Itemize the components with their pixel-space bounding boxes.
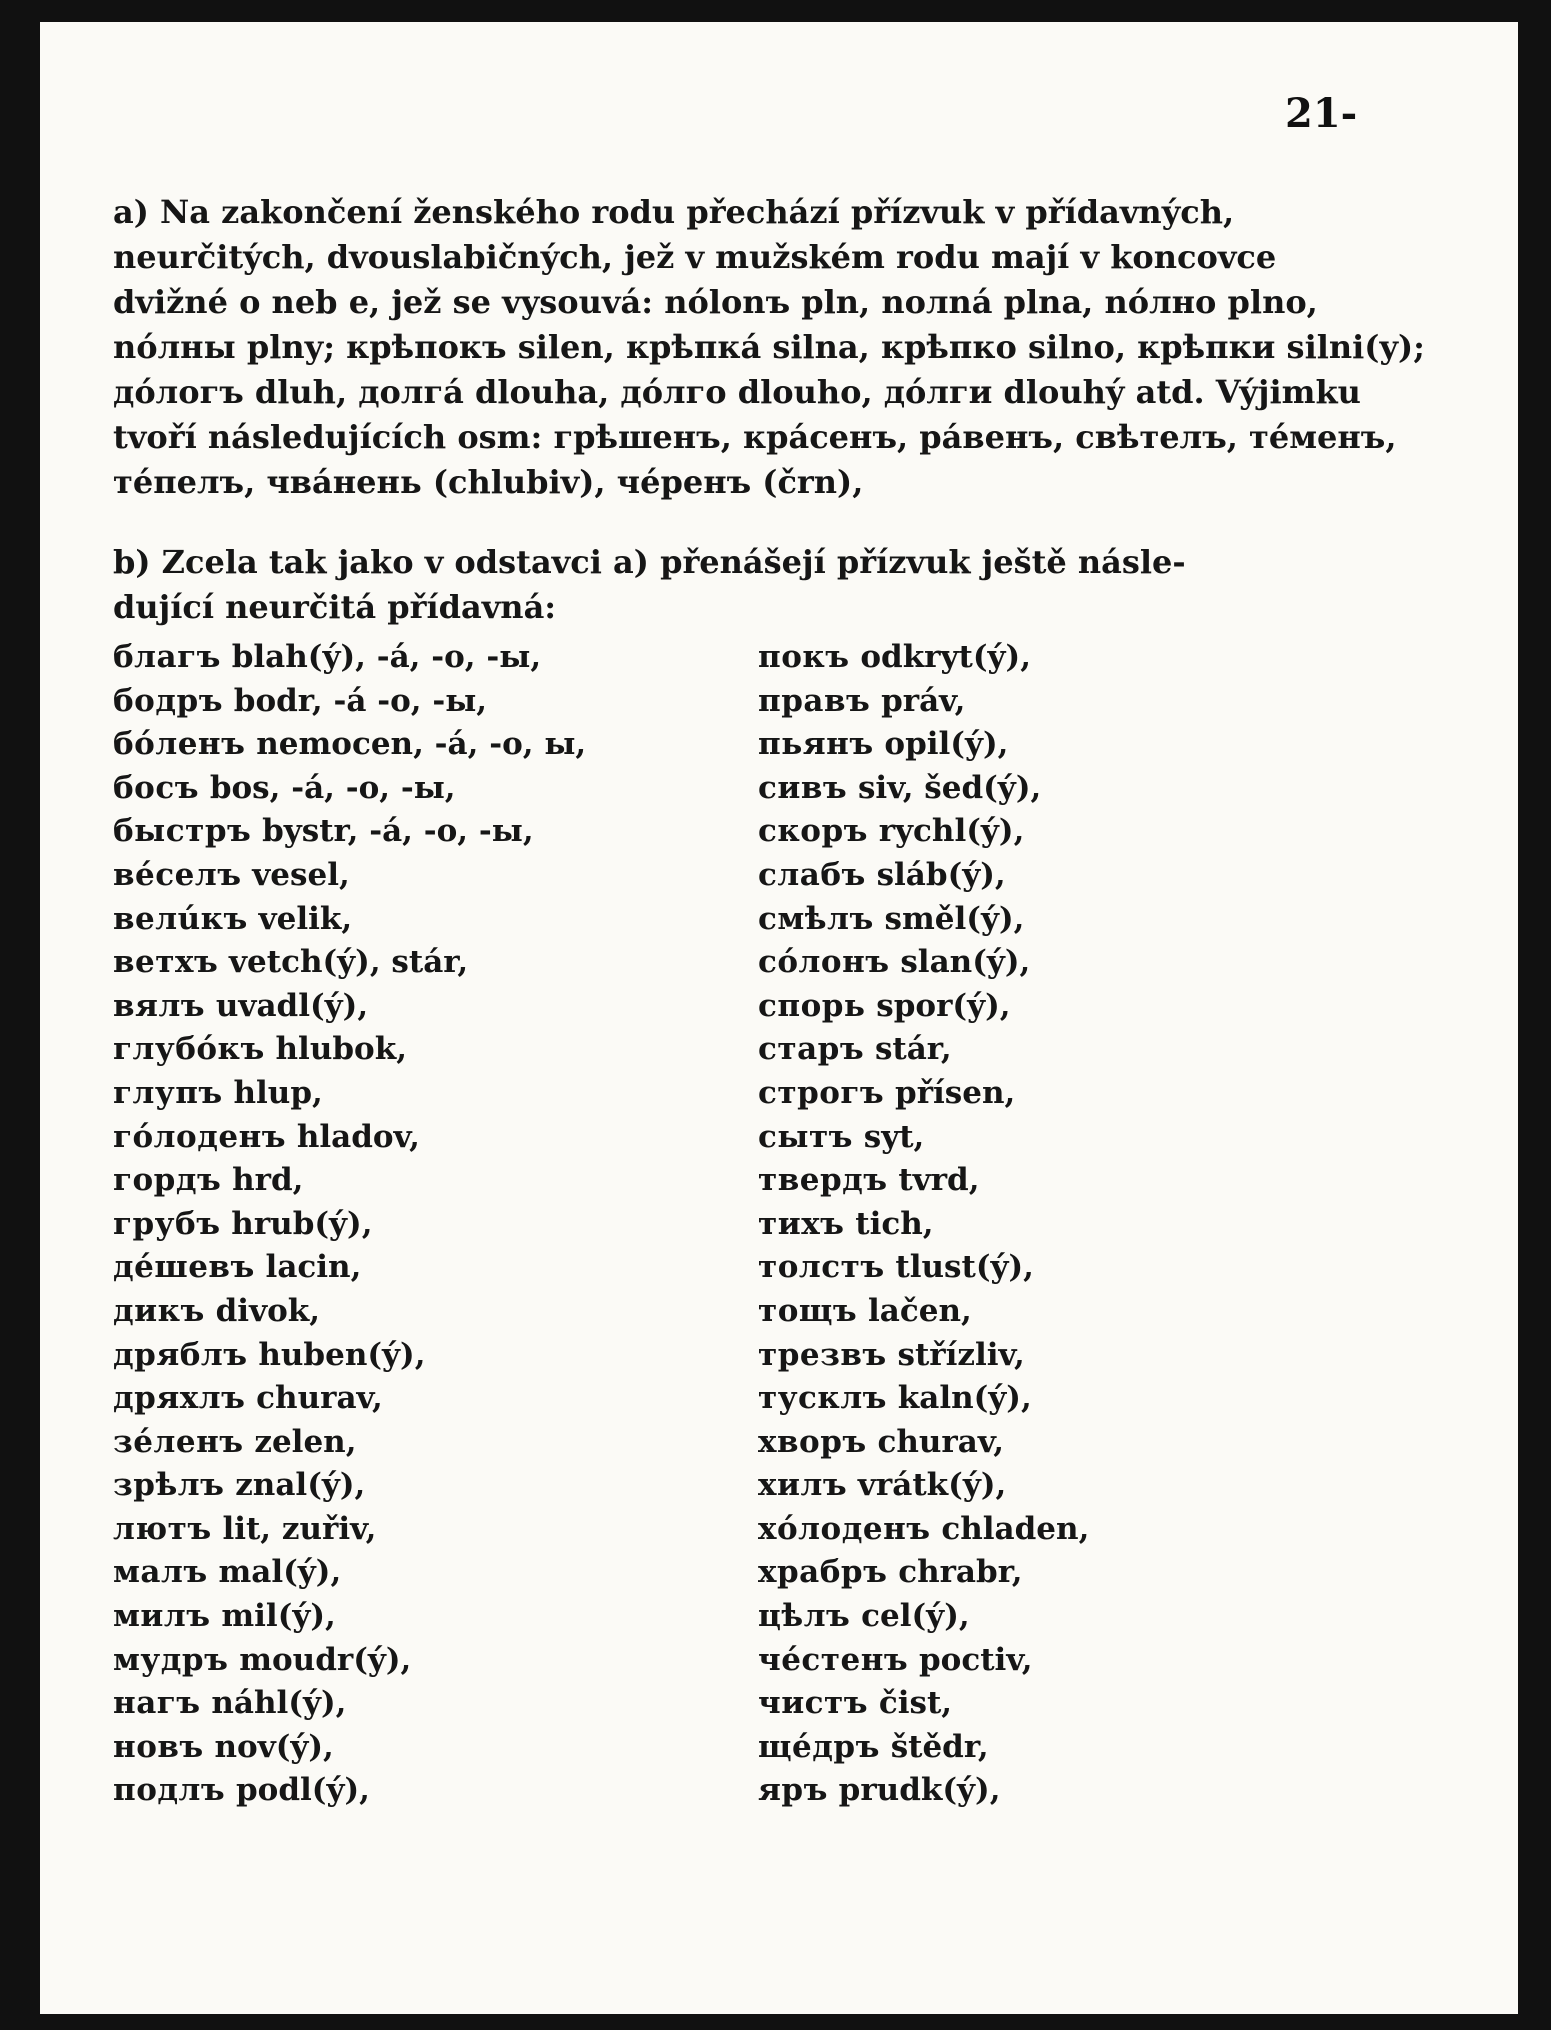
adjective-list-right — [758, 636, 1358, 1813]
russian-word: гордъ — [113, 1162, 222, 1199]
word-entry — [758, 723, 1358, 767]
page-number: 21- — [1285, 90, 1358, 137]
russian-word: чéстенъ — [758, 1641, 909, 1678]
word-entry — [113, 941, 753, 985]
russian-word: покъ — [758, 639, 850, 675]
russian-word: вéселъ — [113, 856, 242, 893]
word-entry — [113, 1682, 753, 1726]
czech-translation: vesel, — [252, 856, 350, 893]
russian-word: сытъ — [758, 1118, 853, 1155]
czech-translation: blah(ý), -á, -o, -ы, — [231, 639, 542, 675]
czech-translation: lacin, — [265, 1249, 362, 1286]
russian-word: строгъ — [758, 1074, 885, 1111]
russian-word: дéшевъ — [113, 1249, 255, 1286]
czech-translation: práv, — [881, 682, 966, 719]
russian-word: дряхлъ — [113, 1380, 246, 1417]
czech-translation: opil(ý), — [884, 726, 1009, 763]
russian-word: тощъ — [758, 1292, 858, 1329]
russian-word: милъ — [113, 1598, 211, 1635]
word-entry — [758, 1464, 1358, 1508]
russian-word: малъ — [113, 1554, 208, 1591]
russian-word: быстръ — [113, 813, 252, 850]
word-entry — [758, 1551, 1358, 1595]
czech-translation: divok, — [215, 1292, 321, 1329]
word-entry — [113, 1551, 753, 1595]
russian-word: пьянъ — [758, 726, 874, 763]
russian-word: лютъ — [113, 1510, 212, 1547]
czech-translation: tich, — [855, 1205, 934, 1242]
paragraph-b-line: dující neurčitá přídavná: — [113, 588, 557, 626]
czech-translation: lit, zuřiv, — [222, 1510, 377, 1547]
paragraph-a-line: nóлны plny; крѣпокъ silen, крѣпка́ silna, крѣпко silno, крѣпки silni(y); — [113, 328, 1425, 366]
czech-translation: bos, -á, -o, -ы, — [209, 769, 456, 806]
czech-translation: štědr, — [890, 1728, 989, 1765]
russian-word: благъ — [113, 639, 221, 675]
czech-translation: siv, šed(ý), — [857, 769, 1042, 806]
russian-word: зрѣлъ — [113, 1467, 225, 1504]
russian-word: смѣлъ — [758, 900, 874, 937]
czech-translation: rychl(ý), — [878, 813, 1025, 850]
word-entry — [758, 680, 1358, 724]
czech-translation: hrd, — [232, 1162, 304, 1199]
word-entry — [758, 1159, 1358, 1203]
word-entry — [113, 1203, 753, 1247]
czech-translation: směl(ý), — [884, 900, 1025, 937]
russian-word: слабъ — [758, 856, 866, 893]
russian-word: скоръ — [758, 813, 868, 850]
russian-word: грубъ — [113, 1205, 221, 1242]
russian-word: чистъ — [758, 1685, 869, 1722]
russian-word: хилъ — [758, 1467, 848, 1504]
czech-translation: spor(ý), — [876, 987, 1011, 1024]
czech-translation: stár, — [874, 1031, 952, 1068]
czech-translation: tvrd, — [898, 1162, 980, 1199]
russian-word: хóлоденъ — [758, 1510, 931, 1547]
word-entry — [113, 680, 753, 724]
czech-translation: odkryt(ý), — [860, 639, 1031, 675]
czech-translation: střízliv, — [897, 1336, 1025, 1373]
paragraph-a — [113, 190, 1425, 505]
word-entry — [758, 1072, 1358, 1116]
czech-translation: hlubok, — [275, 1031, 407, 1068]
word-entry — [758, 941, 1358, 985]
word-entry — [113, 1290, 753, 1334]
word-entry — [113, 985, 753, 1029]
czech-translation: mal(ý), — [218, 1554, 342, 1591]
russian-word: глубóкъ — [113, 1031, 265, 1068]
word-entry — [758, 1595, 1358, 1639]
czech-translation: bodr, -á -o, -ы, — [233, 682, 488, 719]
czech-translation: slan(ý), — [900, 944, 1031, 981]
word-entry — [758, 1334, 1358, 1378]
russian-word: ветхъ — [113, 944, 219, 981]
czech-translation: hrub(ý), — [231, 1205, 373, 1242]
word-entry — [113, 1508, 753, 1552]
czech-translation: churav, — [256, 1380, 383, 1417]
russian-word: сóлонъ — [758, 944, 890, 981]
word-entry — [758, 1639, 1358, 1683]
word-entry — [113, 898, 753, 942]
word-entry — [113, 1377, 753, 1421]
word-entry — [113, 1421, 753, 1465]
czech-translation: podl(ý), — [235, 1772, 370, 1809]
word-entry — [758, 1246, 1358, 1290]
word-entry — [113, 1334, 753, 1378]
czech-translation: sláb(ý), — [876, 856, 1006, 893]
word-entry — [758, 1421, 1358, 1465]
russian-word: яръ — [758, 1772, 828, 1809]
word-entry — [758, 854, 1358, 898]
czech-translation: znal(ý), — [235, 1467, 366, 1504]
russian-word: дряблъ — [113, 1336, 248, 1373]
czech-translation: zelen, — [254, 1423, 357, 1460]
word-entry — [758, 1203, 1358, 1247]
russian-word: сивъ — [758, 769, 848, 806]
word-entry — [113, 1464, 753, 1508]
word-entry — [113, 1639, 753, 1683]
czech-translation: churav, — [877, 1423, 1005, 1460]
russian-word: трезвъ — [758, 1336, 887, 1373]
czech-translation: lačen, — [868, 1292, 972, 1329]
russian-word: щéдръ — [758, 1728, 880, 1765]
russian-word: велúкъ — [113, 900, 248, 937]
russian-word: хворъ — [758, 1423, 867, 1460]
czech-translation: kaln(ý), — [897, 1380, 1032, 1417]
czech-translation: nov(ý), — [214, 1728, 334, 1765]
czech-translation: huben(ý), — [258, 1336, 426, 1373]
russian-word: бóленъ — [113, 726, 246, 763]
czech-translation: syt, — [863, 1118, 925, 1155]
russian-word: бодръ — [113, 682, 223, 719]
czech-translation: chrabr, — [898, 1554, 1023, 1591]
russian-word: гóлоденъ — [113, 1118, 287, 1155]
word-entry — [758, 767, 1358, 811]
czech-translation: tlust(ý), — [895, 1249, 1034, 1286]
adjective-list-left — [113, 636, 753, 1813]
russian-word: тихъ — [758, 1205, 845, 1242]
word-entry — [758, 1116, 1358, 1160]
paragraph-a-line: a) Na zakončení ženského rodu přechází přízvuk v přídavných, — [113, 193, 1235, 231]
russian-word: глупъ — [113, 1074, 223, 1111]
paragraph-a-line: dvižné o neb e, jež se vysouvá: nólonъ pln, nолná plna, nóлнo plno, — [113, 283, 1318, 321]
word-entry — [758, 898, 1358, 942]
word-entry — [113, 810, 753, 854]
paragraph-a-line: tvoří následujících osm: грѣшенъ, кра́сенъ, ра́венъ, свѣтелъ, тéменъ, — [113, 418, 1397, 456]
word-entry — [758, 1377, 1358, 1421]
word-entry — [113, 723, 753, 767]
word-entry — [758, 1726, 1358, 1770]
russian-word: старъ — [758, 1031, 865, 1068]
russian-word: новъ — [113, 1728, 204, 1765]
word-entry — [113, 1246, 753, 1290]
czech-translation: náhl(ý), — [211, 1685, 347, 1722]
paragraph-b-line: b) Zcela tak jako v odstavci a) přenášejí přízvuk ještě násle- — [113, 543, 1186, 581]
word-entry — [113, 767, 753, 811]
russian-word: босъ — [113, 769, 200, 806]
russian-word: подлъ — [113, 1772, 226, 1809]
paragraph-a-line: тéпелъ, чва́нень (chlubiv), чéренъ (črn), — [113, 463, 864, 501]
word-entry — [758, 1769, 1358, 1813]
czech-translation: bystr, -á, -o, -ы, — [262, 813, 534, 850]
word-entry — [113, 1072, 753, 1116]
russian-word: храбръ — [758, 1554, 888, 1591]
czech-translation: cel(ý), — [861, 1598, 970, 1635]
russian-word: нагъ — [113, 1685, 201, 1722]
word-entry — [113, 1595, 753, 1639]
czech-translation: poctiv, — [919, 1641, 1033, 1678]
russian-word: правъ — [758, 682, 871, 719]
word-entry — [113, 1028, 753, 1072]
word-entry — [758, 1508, 1358, 1552]
word-entry — [758, 985, 1358, 1029]
czech-translation: mil(ý), — [221, 1598, 336, 1635]
russian-word: вялъ — [113, 987, 206, 1024]
czech-translation: hlup, — [233, 1074, 323, 1111]
czech-translation: nemocen, -á, -o, ы, — [256, 726, 587, 763]
word-entry — [758, 636, 1358, 680]
word-entry — [113, 1116, 753, 1160]
word-entry — [113, 1159, 753, 1203]
word-entry — [113, 1726, 753, 1770]
word-entry — [758, 1682, 1358, 1726]
czech-translation: velik, — [258, 900, 353, 937]
russian-word: тусклъ — [758, 1380, 887, 1417]
russian-word: цѣлъ — [758, 1598, 851, 1635]
czech-translation: vrátk(ý), — [857, 1467, 1007, 1504]
word-entry — [758, 810, 1358, 854]
czech-translation: vetch(ý), stár, — [229, 944, 469, 981]
czech-translation: moudr(ý), — [239, 1641, 412, 1678]
russian-word: спорь — [758, 987, 866, 1024]
russian-word: зéленъ — [113, 1423, 244, 1460]
russian-word: дикъ — [113, 1292, 205, 1329]
czech-translation: čist, — [878, 1685, 953, 1722]
word-entry — [113, 854, 753, 898]
word-entry — [758, 1290, 1358, 1334]
czech-translation: prudk(ý), — [838, 1772, 1001, 1809]
paragraph-a-line: neurčitých, dvouslabičných, jež v mužském rodu mají v koncovce — [113, 238, 1277, 276]
czech-translation: hladov, — [296, 1118, 420, 1155]
russian-word: твердъ — [758, 1162, 888, 1199]
czech-translation: chladen, — [941, 1510, 1090, 1547]
word-entry — [758, 1028, 1358, 1072]
czech-translation: uvadl(ý), — [215, 987, 369, 1024]
russian-word: мудръ — [113, 1641, 229, 1678]
czech-translation: přísen, — [895, 1074, 1016, 1111]
paragraph-a-line: дóлогъ dluh, долга́ dlouha, дóлго dlouho, дóлги dlouhý atd. Výjimku — [113, 373, 1361, 411]
word-entry — [113, 1769, 753, 1813]
paragraph-b — [113, 540, 1353, 630]
word-entry — [113, 636, 753, 680]
russian-word: толстъ — [758, 1249, 885, 1286]
